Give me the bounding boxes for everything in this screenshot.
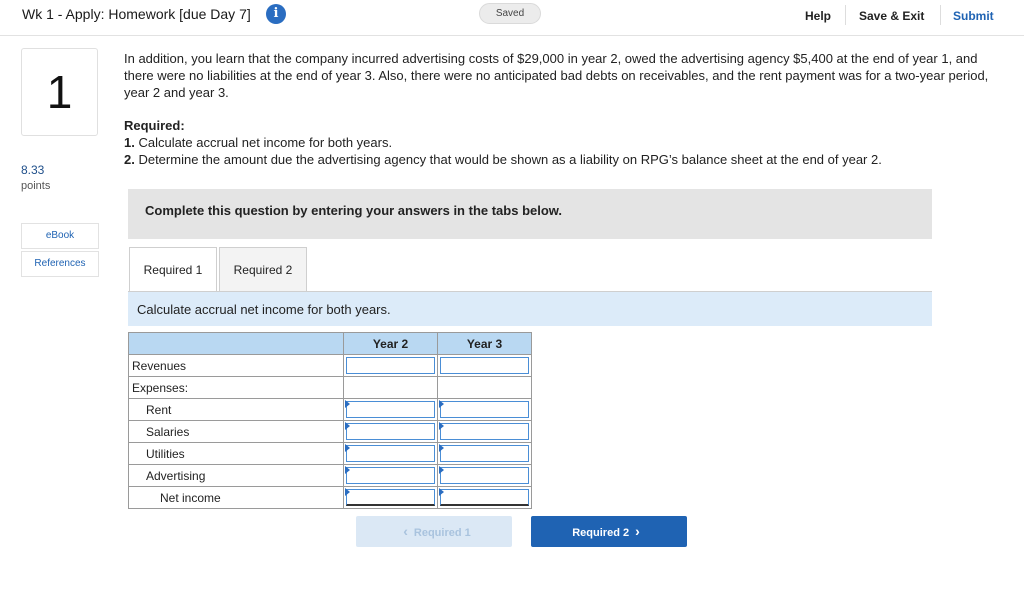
rent-year-2-cell[interactable] (344, 399, 438, 421)
help-button[interactable]: Help (805, 9, 832, 23)
info-icon[interactable]: i (266, 4, 286, 24)
advertising-year-3-cell[interactable] (438, 465, 532, 487)
revenues-year-2-input[interactable] (346, 357, 435, 374)
row-label: Utilities (129, 443, 344, 465)
table-header-row (129, 333, 532, 355)
salaries-year-2-input[interactable] (346, 423, 435, 440)
tab-required-1[interactable]: Required 1 (129, 247, 217, 292)
row-label: Revenues (129, 355, 344, 377)
prompt-banner (128, 292, 932, 326)
dropdown-marker-icon (345, 400, 350, 408)
net-income-year-3-input[interactable] (440, 489, 529, 506)
salaries-year-2-cell[interactable] (344, 421, 438, 443)
header-divider (845, 5, 846, 25)
instructions-text: Complete this question by entering your answers in the tabs below. (145, 203, 563, 218)
rent-year-3-input[interactable] (440, 401, 529, 418)
chevron-right-icon: › (635, 523, 640, 539)
dropdown-marker-icon (345, 488, 350, 496)
previous-required-label: Required 1 (413, 527, 471, 539)
revenues-year-3-cell[interactable] (438, 355, 532, 377)
table-header-blank (129, 333, 344, 355)
points-value: 8.33 (21, 163, 45, 177)
table-row (129, 399, 532, 421)
table-header-year-3: Year 3 (438, 333, 532, 355)
salaries-year-3-cell[interactable] (438, 421, 532, 443)
dropdown-marker-icon (345, 466, 350, 474)
dropdown-marker-icon (439, 422, 444, 430)
question-number: 1 (21, 48, 98, 136)
top-bar (0, 0, 1024, 36)
dropdown-marker-icon (345, 422, 350, 430)
prompt-text: Calculate accrual net income for both years. (137, 302, 391, 317)
row-label: Net income (129, 487, 344, 509)
dropdown-marker-icon (345, 444, 350, 452)
requirement-2-number: 2. (124, 152, 135, 167)
advertising-year-2-input[interactable] (346, 467, 435, 484)
utilities-year-2-input[interactable] (346, 445, 435, 462)
expenses-year-2-cell (344, 377, 438, 399)
table-row (129, 421, 532, 443)
dropdown-marker-icon (439, 444, 444, 452)
net-income-year-3-cell[interactable] (438, 487, 532, 509)
tab-required-2[interactable]: Required 2 (219, 247, 307, 292)
references-button[interactable]: References (21, 251, 99, 277)
table-row (129, 355, 532, 377)
table-header-year-2: Year 2 (344, 333, 438, 355)
utilities-year-3-input[interactable] (440, 445, 529, 462)
next-required-button[interactable] (531, 516, 687, 547)
dropdown-marker-icon (439, 400, 444, 408)
table-row (129, 487, 532, 509)
row-label: Salaries (129, 421, 344, 443)
previous-required-button[interactable] (356, 516, 512, 547)
dropdown-marker-icon (439, 466, 444, 474)
instructions-banner (128, 189, 932, 239)
table-row (129, 443, 532, 465)
advertising-year-3-input[interactable] (440, 467, 529, 484)
submit-button[interactable]: Submit (953, 9, 994, 23)
points-label: points (21, 180, 51, 192)
dropdown-marker-icon (439, 488, 444, 496)
required-heading: Required: (124, 118, 185, 133)
revenues-year-2-cell[interactable] (344, 355, 438, 377)
expenses-year-3-cell (438, 377, 532, 399)
advertising-year-2-cell[interactable] (344, 465, 438, 487)
row-label: Expenses: (129, 377, 344, 399)
utilities-year-3-cell[interactable] (438, 443, 532, 465)
table-row (129, 377, 532, 399)
rent-year-3-cell[interactable] (438, 399, 532, 421)
saved-status-badge: Saved (479, 3, 541, 24)
chevron-left-icon: ‹ (403, 523, 408, 539)
assignment-title: Wk 1 - Apply: Homework [due Day 7] (22, 6, 251, 22)
question-intro: In addition, you learn that the company incurred advertising costs of $29,000 in year 2, owed the advertising agency $5,400 at the end of year 1, and there were no liabilities at the end of year 3. Also, there were no anticipated bad debts on receivables, and the rent payment was for a two-year period, year 2 and year 3. (124, 51, 989, 100)
requirement-1-number: 1. (124, 135, 135, 150)
net-income-year-2-input[interactable] (346, 489, 435, 506)
rent-year-2-input[interactable] (346, 401, 435, 418)
ebook-button[interactable]: eBook (21, 223, 99, 249)
table-row (129, 465, 532, 487)
row-label: Advertising (129, 465, 344, 487)
next-required-label: Required 2 (572, 527, 630, 539)
header-divider (940, 5, 941, 25)
requirement-1 (124, 135, 392, 150)
requirement-1-text: Calculate accrual net income for both years. (134, 135, 393, 150)
income-table (128, 332, 532, 509)
requirement-2 (124, 152, 882, 167)
net-income-year-2-cell[interactable] (344, 487, 438, 509)
row-label: Rent (129, 399, 344, 421)
requirement-2-text: Determine the amount due the advertising agency that would be shown as a liability on RPG’s balance sheet at the end of year 2. (134, 152, 882, 167)
save-exit-button[interactable]: Save & Exit (859, 9, 925, 23)
revenues-year-3-input[interactable] (440, 357, 529, 374)
utilities-year-2-cell[interactable] (344, 443, 438, 465)
salaries-year-3-input[interactable] (440, 423, 529, 440)
